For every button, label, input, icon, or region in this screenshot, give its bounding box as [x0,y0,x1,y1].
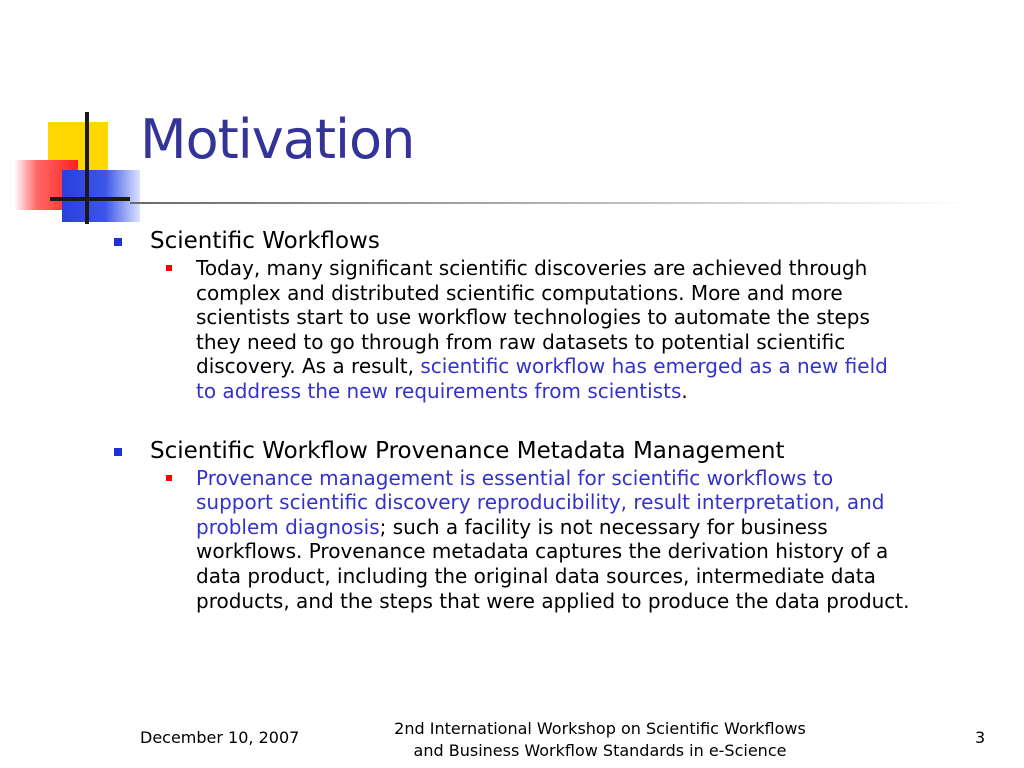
vertical-line [85,112,89,224]
bullet-label: Scientific Workflows [150,228,380,254]
footer-workshop-line1: 2nd International Workshop on Scientific Workflows [394,719,806,738]
sub-bullet-workflows-description [164,256,911,404]
horizontal-line [50,197,130,201]
title-underline [130,202,970,204]
square-bullet-icon [114,238,122,246]
square-bullet-icon [166,475,172,481]
sub-bullet-text: ; such a facility is not necessary for business workflows. Provenance metadata captures the derivation history of a data product, including the original data sources, intermediate data products, and the steps that were applied to produce the data product. [196,514,910,613]
decorative-logo-blocks [0,0,150,230]
footer-workshop [360,718,840,762]
page-number: 3 [975,728,986,747]
bullet-provenance-management [112,436,932,466]
sub-bullet-text-end: . [681,378,688,403]
sub-bullet-provenance-description [164,466,911,614]
bullet-scientific-workflows [112,226,932,256]
slide-title: Motivation [140,108,415,171]
blue-square [62,170,140,222]
footer-workshop-line2: and Business Workflow Standards in e-Science [413,741,787,760]
sub-bullet-text: Today, many significant scientific discoveries are achieved through complex and distributed scientific computations. More and more scientists start to use workflow technologies to automate the steps they need to go through from raw datasets to potential scientific discovery. As a result, [196,256,870,379]
highlighted-text: Provenance management is essential for scientific workflows to support scientific discovery reproducibility, result interpretation, and problem diagnosis [196,465,885,539]
footer-date: December 10, 2007 [140,728,300,747]
slide-content [112,226,932,613]
bullet-label: Scientific Workflow Provenance Metadata Management [150,437,785,464]
square-bullet-icon [166,265,172,271]
square-bullet-icon [114,448,122,456]
highlighted-text: scientific workflow has emerged as a new field to address the new requirements from scientists [196,354,888,403]
